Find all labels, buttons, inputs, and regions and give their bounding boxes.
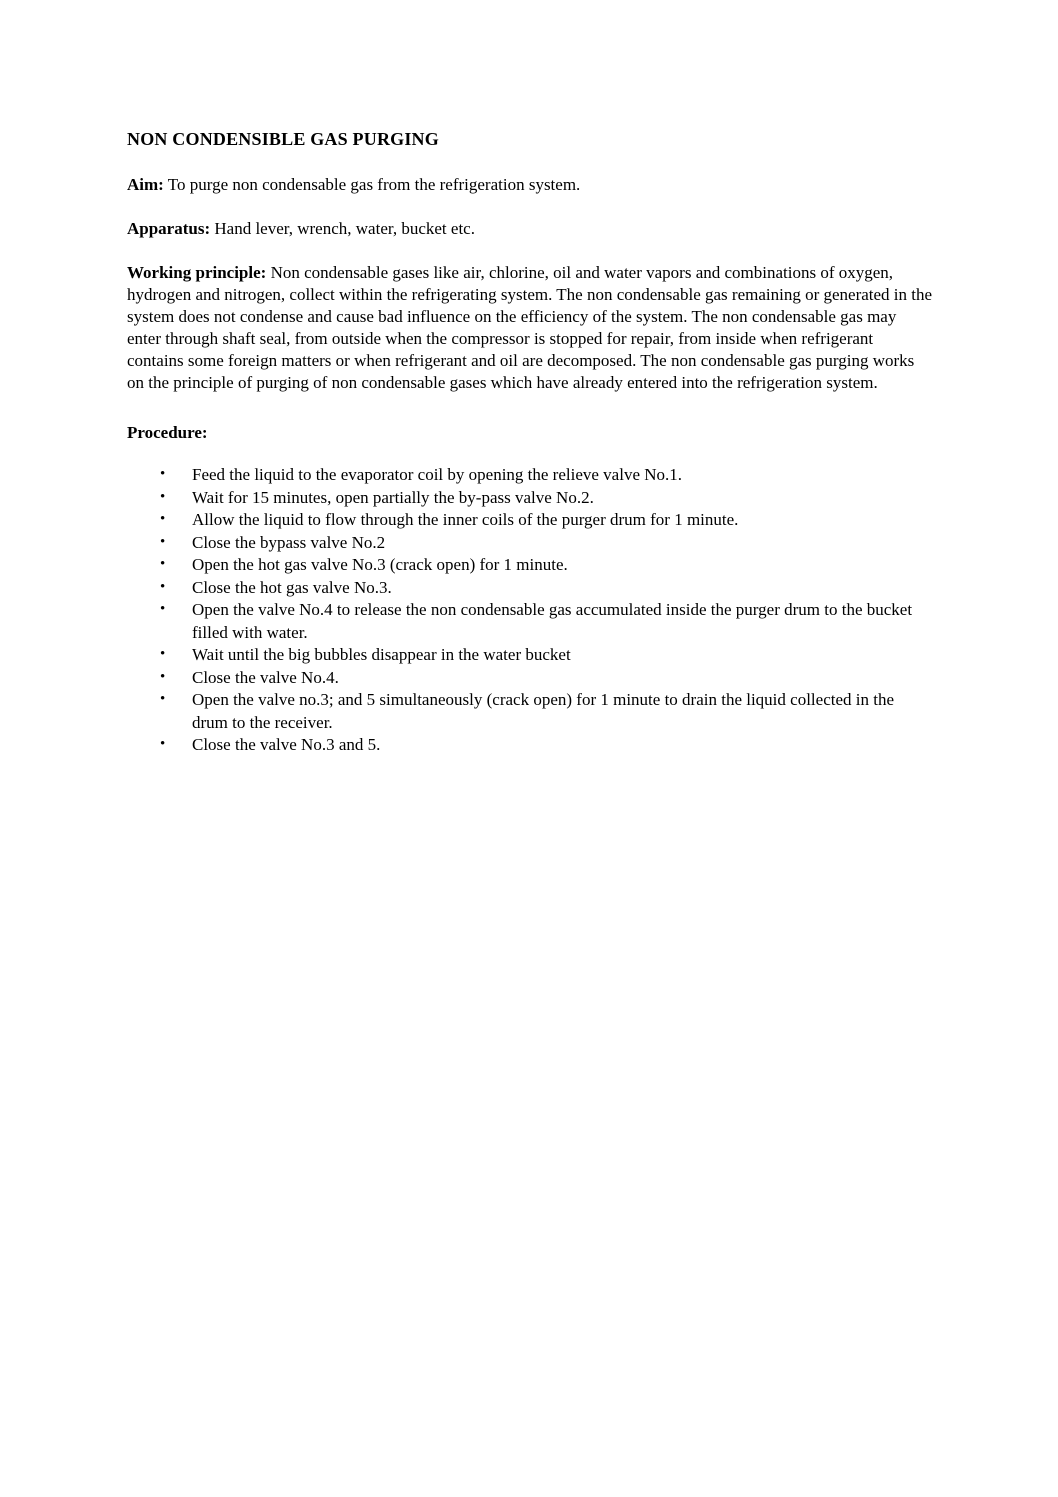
procedure-step-text: Close the valve No.4. bbox=[192, 667, 339, 687]
procedure-step-text: Wait until the big bubbles disappear in the water bucket bbox=[192, 645, 571, 664]
procedure-heading: Procedure: bbox=[127, 423, 208, 442]
procedure-step-text: Close the hot gas valve No.3. bbox=[192, 577, 392, 597]
procedure-step bbox=[127, 667, 933, 690]
bullet-icon: • bbox=[160, 533, 166, 550]
working-principle-text: Non condensable gases like air, chlorine, oil and water vapors and combinations of oxygen, hydrogen and nitrogen, collect within the refrigerating system. The non condensable gas remaining or generated in the system does not condense and cause bad influence on the efficiency of the system. The non condensable gas may enter through shaft seal, from outside when the compressor is stopped for repair, from inside when refrigerant contains some foreign matters or when refrigerant and oil are decomposed. The non condensable gas purging works on the principle of purging of non condensable gases which have already entered into the refrigeration system. bbox=[127, 263, 933, 392]
bullet-icon: • bbox=[160, 601, 166, 617]
aim-label: Aim: bbox=[127, 175, 164, 194]
procedure-step bbox=[127, 464, 933, 487]
procedure-step-text: Feed the liquid to the evaporator coil by opening the relieve valve No.1. bbox=[192, 465, 683, 484]
procedure-step bbox=[127, 509, 933, 532]
bullet-icon: • bbox=[160, 488, 166, 505]
bullet-icon: • bbox=[160, 668, 166, 685]
procedure-step bbox=[127, 689, 933, 734]
bullet-icon: • bbox=[160, 691, 166, 707]
bullet-icon: • bbox=[160, 578, 166, 595]
procedure-step bbox=[127, 532, 933, 555]
procedure-step bbox=[127, 644, 933, 667]
document-title: NON CONDENSIBLE GAS PURGING bbox=[127, 129, 439, 149]
apparatus-text: Hand lever, wrench, water, bucket etc. bbox=[214, 219, 475, 238]
procedure-step-text: Open the hot gas valve No.3 (crack open) for 1 minute. bbox=[192, 555, 568, 574]
bullet-icon: • bbox=[160, 511, 166, 527]
bullet-icon: • bbox=[160, 736, 166, 752]
aim-text: To purge non condensable gas from the refrigeration system. bbox=[167, 175, 581, 194]
procedure-step-text: Close the valve No.3 and 5. bbox=[192, 735, 381, 754]
procedure-step bbox=[127, 734, 933, 757]
procedure-step bbox=[127, 554, 933, 577]
apparatus-paragraph bbox=[127, 218, 933, 240]
working-principle-paragraph bbox=[127, 262, 933, 394]
bullet-icon: • bbox=[160, 556, 166, 572]
procedure-step bbox=[127, 599, 933, 644]
aim-paragraph bbox=[127, 174, 933, 196]
procedure-step-text: Open the valve no.3; and 5 simultaneously (crack open) for 1 minute to drain the liquid collected in the drum to the receiver. bbox=[192, 690, 894, 732]
procedure-step bbox=[127, 487, 933, 510]
working-principle-label: Working principle: bbox=[127, 263, 267, 282]
procedure-step-text: Close the bypass valve No.2 bbox=[192, 532, 386, 552]
bullet-icon: • bbox=[160, 646, 166, 662]
procedure-list bbox=[127, 464, 933, 757]
procedure-step-text: Open the valve No.4 to release the non condensable gas accumulated inside the purger drum to the bucket filled with water. bbox=[192, 600, 913, 642]
procedure-step bbox=[127, 577, 933, 600]
apparatus-label: Apparatus: bbox=[127, 219, 211, 238]
procedure-step-text: Wait for 15 minutes, open partially the by-pass valve No.2. bbox=[192, 487, 594, 507]
bullet-icon: • bbox=[160, 466, 166, 482]
document-content bbox=[127, 128, 933, 757]
procedure-step-text: Allow the liquid to flow through the inner coils of the purger drum for 1 minute. bbox=[192, 510, 739, 529]
